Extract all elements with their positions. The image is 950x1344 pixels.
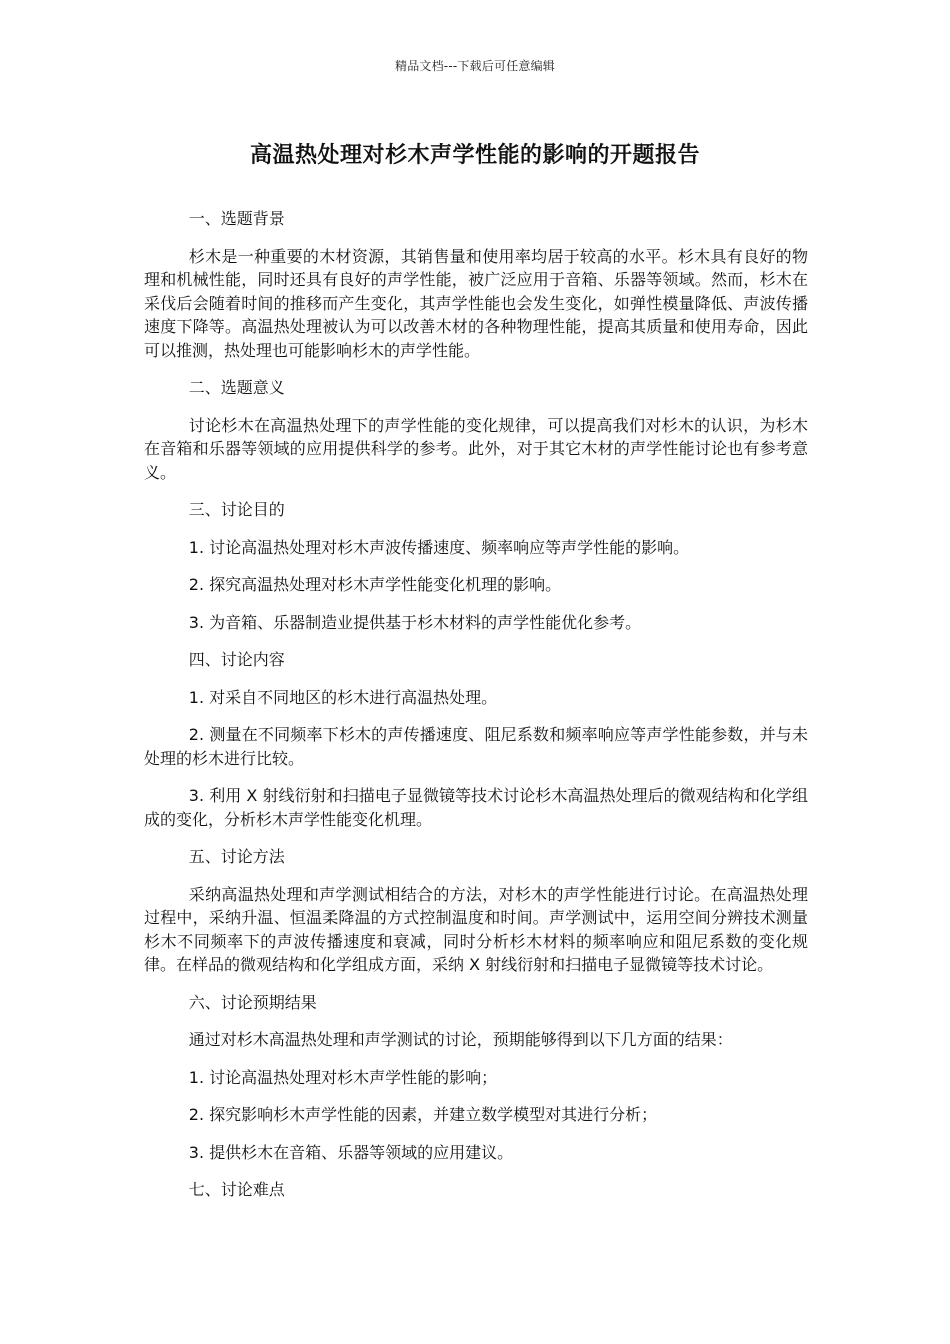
content-item-3: 3. 利用 X 射线衍射和扫描电子显微镜等技术讨论杉木高温热处理后的微观结构和化学组成的变化，分析杉木声学性能变化机理。 bbox=[144, 786, 808, 829]
purpose-item-3: 3. 为音箱、乐器制造业提供基于杉木材料的声学性能优化参考。 bbox=[188, 612, 642, 632]
section-heading-difficulties: 七、讨论难点 bbox=[188, 1180, 285, 1199]
document-title: 高温热处理对杉木声学性能的影响的开题报告 bbox=[249, 143, 700, 168]
content-item-2: 2. 测量在不同频率下杉木的声传播速度、阻尼系数和频率响应等声学性能参数，并与未处理的杉木进行比较。 bbox=[144, 725, 808, 768]
header-note: 精品文档---下载后可任意编辑 bbox=[395, 59, 555, 73]
purpose-item-2: 2. 探究高温热处理对杉木声学性能变化机理的影响。 bbox=[188, 575, 562, 594]
paragraph-method: 采纳高温热处理和声学测试相结合的方法，对杉木的声学性能进行讨论。在高温热处理过程中，采纳升温、恒温柔降温的方式控制温度和时间。声学测试中，运用空间分辨技术测量杉木不同频率下的声波传播速度和衰减，同时分析杉木材料的频率响应和阻尼系数的变化规律。在样品的微观结构和化学组成方面，采纳 X 射线衍射和扫描电子显微镜等技术讨论。 bbox=[144, 884, 808, 974]
section-heading-expected-results: 六、讨论预期结果 bbox=[188, 992, 317, 1012]
paragraph-background: 杉木是一种重要的木材资源，其销售量和使用率均居于较高的水平。杉木具有良好的物理和机械性能，同时还具有良好的声学性能，被广泛应用于音箱、乐器等领域。然而，杉木在采伐后会随着时间的推移而产生变化，其声学性能也会发生变化，如弹性模量降低、声波传播速度下降等。高温热处理被认为可以改善木材的各种物理性能，提高其质量和使用寿命，因此可以推测，热处理也可能影响杉木的声学性能。 bbox=[144, 246, 808, 360]
paragraph-significance: 讨论杉木在高温热处理下的声学性能的变化规律，可以提高我们对杉木的认识，为杉木在音箱和乐器等领域的应用提供科学的参考。此外，对于其它木材的声学性能讨论也有参考意义。 bbox=[144, 415, 808, 482]
section-heading-content: 四、讨论内容 bbox=[188, 650, 285, 669]
section-heading-background: 一、选题背景 bbox=[188, 209, 285, 228]
result-item-2: 2. 探究影响杉木声学性能的因素，并建立数学模型对其进行分析； bbox=[188, 1105, 658, 1124]
paragraph-expected-results: 通过对杉木高温热处理和声学测试的讨论，预期能够得到以下几方面的结果： bbox=[188, 1030, 733, 1049]
result-item-3: 3. 提供杉木在音箱、乐器等领域的应用建议。 bbox=[188, 1142, 514, 1162]
purpose-item-1: 1. 讨论高温热处理对杉木声波传播速度、频率响应等声学性能的影响。 bbox=[188, 537, 690, 557]
section-heading-purpose: 三、讨论目的 bbox=[188, 500, 285, 519]
section-heading-significance: 二、选题意义 bbox=[188, 378, 285, 397]
section-heading-method: 五、讨论方法 bbox=[188, 847, 285, 866]
result-item-1: 1. 讨论高温热处理对杉木声学性能的影响； bbox=[188, 1067, 498, 1087]
content-item-1: 1. 对采自不同地区的杉木进行高温热处理。 bbox=[188, 687, 498, 707]
document-body bbox=[144, 207, 808, 1216]
